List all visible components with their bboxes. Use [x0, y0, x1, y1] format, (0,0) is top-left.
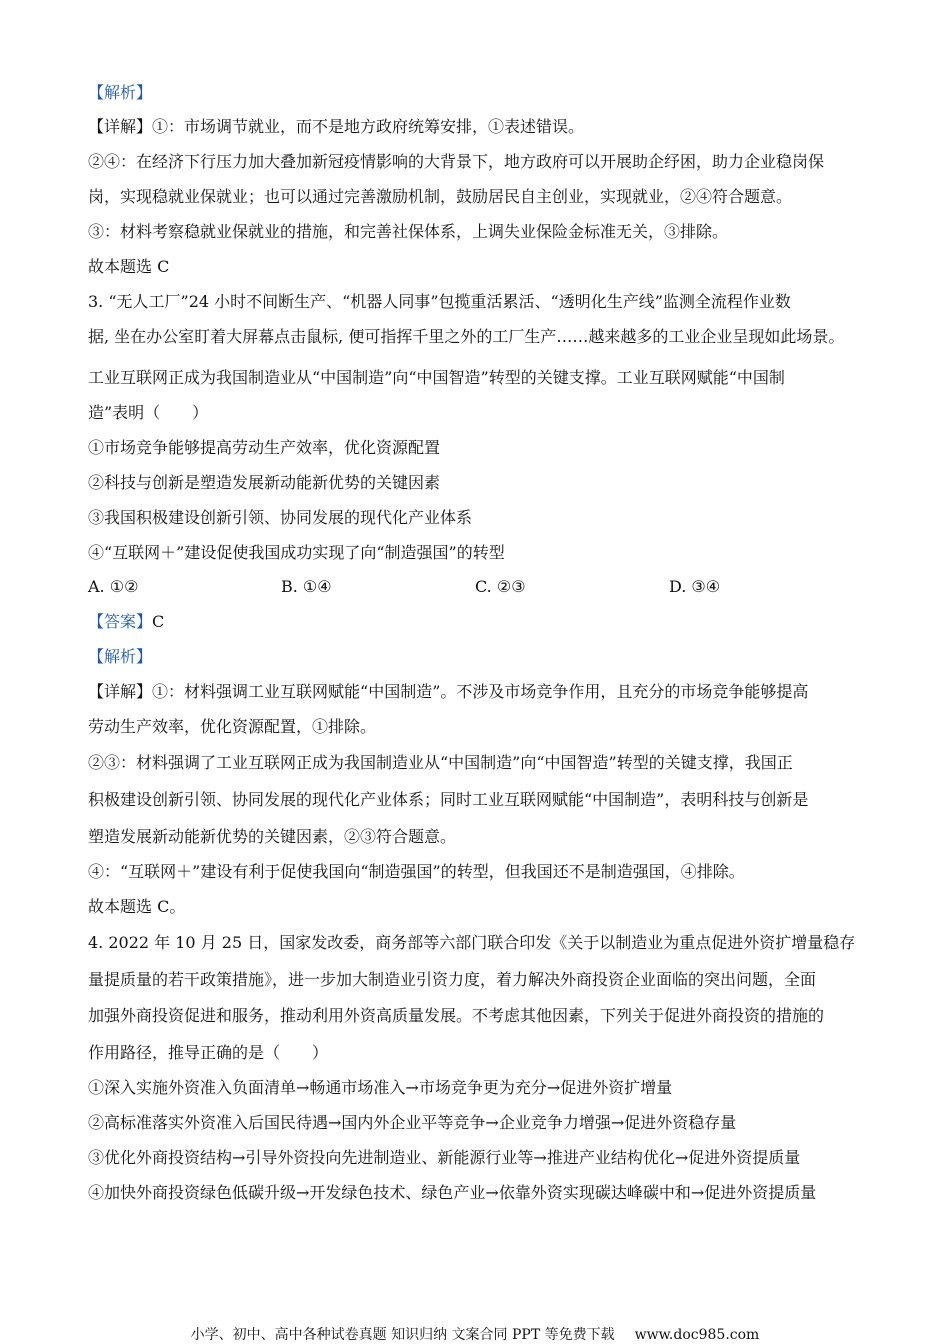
conclusion-line: 故本题选 C — [88, 257, 170, 276]
footer-text: 小学、初中、高中各种试卷真题 知识归纳 文案合同 PPT 等免费下载 — [190, 1327, 615, 1343]
answer-value: C — [152, 612, 165, 631]
statement: ①深入实施外资准入负面清单→畅通市场准入→市场竞争更为充分→促进外资扩增量 — [88, 1078, 673, 1097]
question-stem: 工业互联网正成为我国制造业从“中国制造”向“中国智造”转型的关键支撑。工业互联网赋能“中国制 — [88, 368, 785, 387]
statement: ②科技与创新是塑造发展新动能新优势的关键因素 — [88, 473, 441, 492]
option-d: D. ③④ — [669, 577, 721, 596]
detail-line: ②④：在经济下行压力加大叠加新冠疫情影响的大背景下，地方政府可以开展助企纾困，助力企业稳岗保 — [88, 152, 825, 171]
answer-label: 【答案】 — [88, 612, 153, 631]
question-stem: 加强外商投资促进和服务，推动利用外资高质量发展。不考虑其他因素，下列关于促进外商投资的措施的 — [88, 1006, 825, 1025]
detail-line — [88, 682, 808, 702]
detail-line: ③：材料考察稳就业保就业的措施，和完善社保体系，上调失业保险金标准无关，③排除。 — [88, 222, 729, 241]
answer-line — [88, 612, 164, 632]
statement: ④“互联网＋”建设促使我国成功实现了向“制造强国”的转型 — [88, 543, 505, 562]
statement: ③优化外商投资结构→引导外资投向先进制造业、新能源行业等→推进产业结构优化→促进外资提质量 — [88, 1148, 801, 1167]
detail-text: ①：市场调节就业，而不是地方政府统筹安排，①表述错误。 — [152, 117, 585, 136]
question-stem: 量提质量的若干政策措施》，进一步加大制造业引资力度，着力解决外商投资企业面临的突出问题，全面 — [88, 970, 817, 989]
detail-label: 【详解】 — [88, 682, 153, 701]
question-stem: 造”表明（ ） — [88, 403, 209, 422]
detail-label: 【详解】 — [88, 117, 153, 136]
detail-line: 劳动生产效率，优化资源配置，①排除。 — [88, 717, 377, 736]
question-stem: 3. “无人工厂”24 小时不间断生产、“机器人同事”包揽重活累活、“透明化生产线”监测全流程作业数 — [88, 292, 791, 311]
question-stem: 作用路径，推导正确的是（ ） — [88, 1043, 329, 1062]
statement: ①市场竞争能够提高劳动生产效率，优化资源配置 — [88, 438, 441, 457]
conclusion-line: 故本题选 C。 — [88, 897, 186, 916]
statement: ③我国积极建设创新引领、协同发展的现代化产业体系 — [88, 508, 473, 527]
statement: ④加快外商投资绿色低碳升级→开发绿色技术、绿色产业→依靠外资实现碳达峰碳中和→促进外资提质量 — [88, 1183, 817, 1202]
detail-line: ②③：材料强调了工业互联网正成为我国制造业从“中国制造”向“中国智造”转型的关键支撑，我国正 — [88, 753, 793, 772]
detail-line — [88, 117, 584, 137]
page-footer — [0, 1324, 950, 1344]
detail-line: 塑造发展新动能新优势的关键因素，②③符合题意。 — [88, 827, 457, 846]
statement: ②高标准落实外资准入后国民待遇→国内外企业平等竞争→企业竞争力增强→促进外资稳存量 — [88, 1113, 737, 1132]
footer-url[interactable]: www.doc985.com — [634, 1327, 760, 1343]
detail-line: 岗，实现稳就业保就业；也可以通过完善激励机制，鼓励居民自主创业，实现就业，②④符合题意。 — [88, 187, 793, 206]
detail-text: ①：材料强调工业互联网赋能“中国制造”。不涉及市场竞争作用，且充分的市场竞争能够提高 — [152, 682, 809, 701]
detail-line: 积极建设创新引领、协同发展的现代化产业体系；同时工业互联网赋能“中国制造”，表明科技与创新是 — [88, 790, 809, 809]
option-a: A. ①② — [88, 577, 139, 596]
analysis-label: 【解析】 — [88, 83, 153, 102]
analysis-label: 【解析】 — [88, 647, 153, 666]
question-stem: 据, 坐在办公室盯着大屏幕点击鼠标, 便可指挥千里之外的工厂生产……越来越多的工业企业呈现如此场景。 — [88, 327, 845, 346]
question-stem: 4. 2022 年 10 月 25 日，国家发改委，商务部等六部门联合印发《关于以制造业为重点促进外资扩增量稳存 — [88, 933, 856, 952]
option-b: B. ①④ — [281, 577, 332, 596]
option-c: C. ②③ — [475, 577, 526, 596]
detail-line: ④：“互联网＋”建设有利于促使我国向“制造强国”的转型，但我国还不是制造强国，④排除。 — [88, 862, 745, 881]
